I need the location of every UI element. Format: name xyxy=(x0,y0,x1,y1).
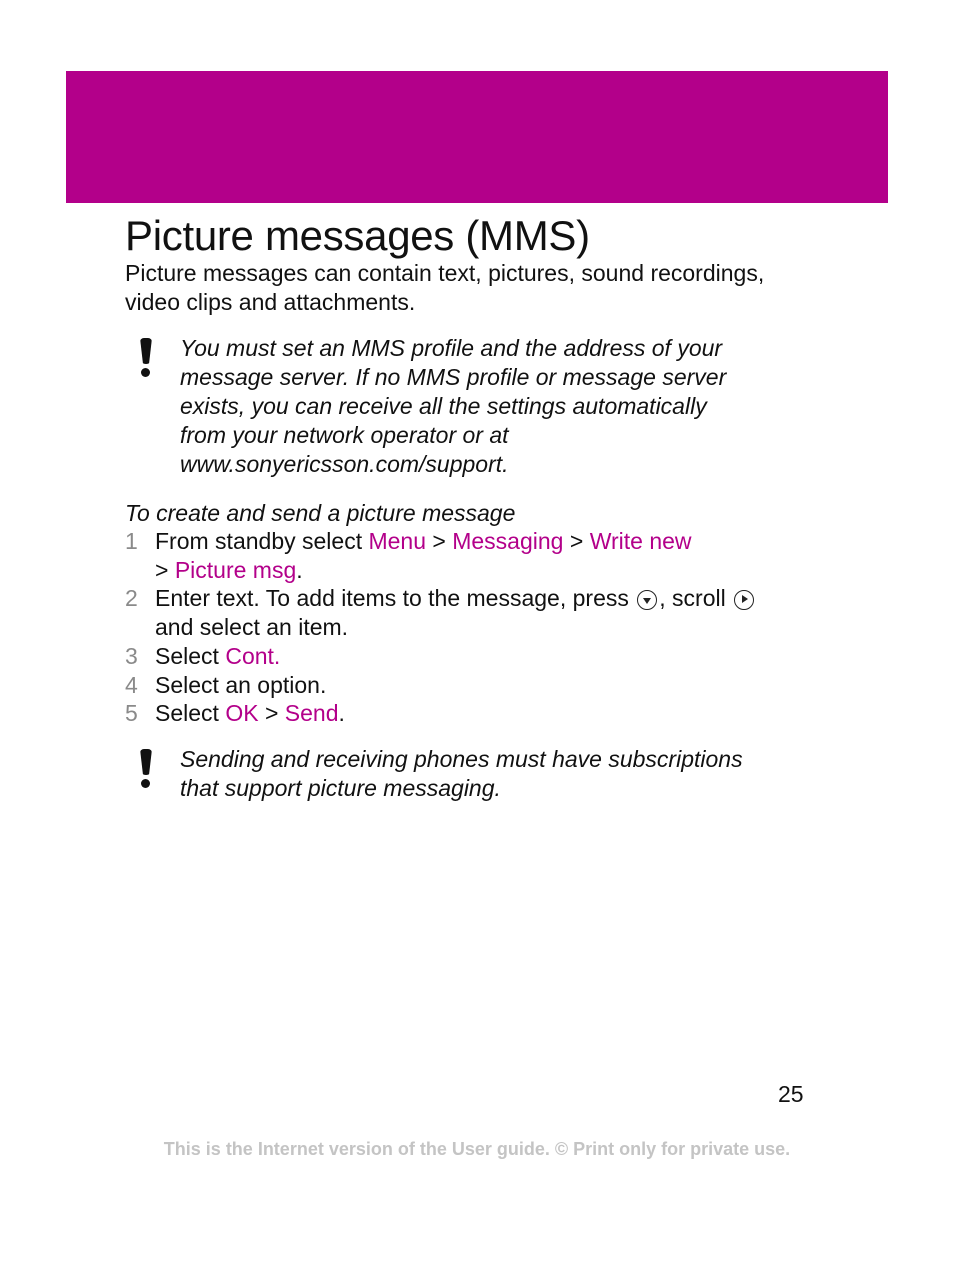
note-line: exists, you can receive all the settings automatically xyxy=(180,393,707,419)
step-5 xyxy=(125,699,845,728)
menu-link[interactable]: Menu xyxy=(368,528,427,554)
separator: > xyxy=(563,528,590,554)
navigation-key-right-icon xyxy=(734,590,754,610)
exclamation-icon xyxy=(135,749,157,789)
note-line: from your network operator or at xyxy=(180,422,509,448)
step-text: Select an option. xyxy=(155,671,327,698)
step-number: 3 xyxy=(125,642,138,669)
step-text: Enter text. To add items to the message, press xyxy=(155,585,636,612)
step-2 xyxy=(125,584,845,641)
intro-line: video clips and attachments. xyxy=(125,289,416,315)
step-text: Select xyxy=(155,642,226,669)
intro-paragraph xyxy=(125,259,855,317)
step-text: . xyxy=(296,556,303,583)
ok-link[interactable]: OK xyxy=(225,700,259,727)
messaging-link[interactable]: Messaging xyxy=(452,528,564,554)
step-text: From standby select xyxy=(155,528,369,554)
note-line: message server. If no MMS profile or message server xyxy=(180,364,727,390)
note-line: that support picture messaging. xyxy=(180,775,501,801)
footer-notice: This is the Internet version of the User guide. © Print only for private use. xyxy=(163,1139,791,1159)
step-4 xyxy=(125,671,845,700)
write-new-link[interactable]: Write new xyxy=(589,528,692,554)
cont-link[interactable]: Cont. xyxy=(225,642,281,669)
step-text: and select an item. xyxy=(155,614,349,641)
picture-msg-link[interactable]: Picture msg xyxy=(174,556,297,583)
step-number: 5 xyxy=(125,700,138,727)
exclamation-icon xyxy=(135,338,157,378)
separator: > xyxy=(426,528,453,554)
page-number: 25 xyxy=(778,1081,804,1107)
step-text: , scroll xyxy=(659,585,733,612)
step-number: 1 xyxy=(125,528,138,554)
note-line: Sending and receiving phones must have subscriptions xyxy=(180,746,743,772)
step-3 xyxy=(125,642,845,671)
note-text xyxy=(180,334,845,479)
separator: > xyxy=(155,556,175,583)
step-number: 2 xyxy=(125,585,138,612)
page-title: Picture messages (MMS) xyxy=(125,212,590,259)
note-subscriptions xyxy=(125,745,845,803)
step-text: . xyxy=(338,700,345,727)
separator: > xyxy=(258,700,285,727)
procedure-steps xyxy=(125,527,845,728)
procedure-heading: To create and send a picture message xyxy=(125,500,516,526)
navigation-key-down-icon xyxy=(637,590,657,610)
step-text: Select xyxy=(155,700,226,727)
send-link[interactable]: Send xyxy=(284,700,339,727)
header-banner xyxy=(66,71,888,203)
note-line: www.sonyericsson.com/support. xyxy=(180,451,509,477)
note-text xyxy=(180,745,845,803)
note-mms-profile xyxy=(125,334,845,479)
note-line: You must set an MMS profile and the address of your xyxy=(180,335,723,361)
intro-line: Picture messages can contain text, pictures, sound recordings, xyxy=(125,260,765,286)
step-1 xyxy=(125,527,845,584)
step-number: 4 xyxy=(125,671,138,698)
